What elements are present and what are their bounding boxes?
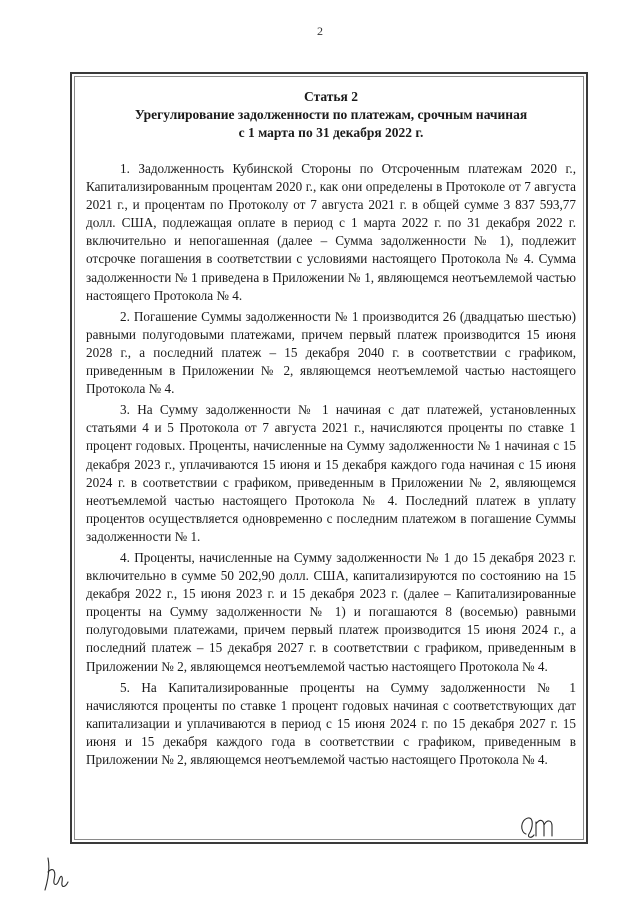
paragraph-1: 1. Задолженность Кубинской Стороны по Отсроченным платежам 2020 г., Капитализированным процентам 2020 г., как они определены в Протоколе от 7 августа 2021 г., и процентам по Протоколу от 7 августа 2021 г. в общей сумме 3 837 593,77 долл. США, подлежащая оплате в период с 1 марта 2022 г. по 31 декабря 2022 г. включительно и непогашенная (далее – Сумма задолженности № 1), подлежит отсрочке погашения в соответствии с условиями настоящего Протокола № 4. Сумма задолженности № 1 приведена в Приложении № 1, являющемся неотъемлемой частью настоящего Протокола № 4. <box>86 161 576 303</box>
initials-signature-left <box>40 852 76 896</box>
paragraph-2: 2. Погашение Суммы задолженности № 1 производится 26 (двадцатью шестью) равными полугодовыми платежами, причем первый платеж производится 15 июня 2028 г., а последний платеж – 15 декабря 2040 г. в соответствии с графиком, приведенным в Приложении № 2, являющемся неотъемлемой частью настоящего Протокола № 4. <box>86 308 576 397</box>
article-title <box>86 106 576 142</box>
article-title-line-1: Урегулирование задолженности по платежам, срочным начиная <box>134 107 528 122</box>
initials-signature-right <box>516 808 562 844</box>
page-number: 2 <box>317 24 323 38</box>
article-heading: Статья 2 <box>304 89 358 104</box>
article-body <box>86 88 576 772</box>
paragraph-4: 4. Проценты, начисленные на Сумму задолженности № 1 до 15 декабря 2023 г. включительно в сумме 50 202,90 долл. США, капитализируются по состоянию на 15 декабря 2022 г., 15 июня 2023 г. и 15 декабря 2023 г. (далее – Капитализированные проценты на Сумму задолженности № 1) и погашаются 8 (восемью) равными полугодовыми платежами, причем первый платеж производится 15 июня 2024 г., а последний платеж – 15 декабря 2027 г. в соответствии с графиком, приведенным в Приложении № 2, являющемся неотъемлемой частью настоящего Протокола № 4. <box>86 549 576 674</box>
paragraph-5: 5. На Капитализированные проценты на Сумму задолженности № 1 начисляются проценты по ставке 1 процент годовых начиная с соответствующих дат капитализации и уплачиваются в период с 15 июня 2024 г. по 15 декабря 2027 г. 15 июня и 15 декабря каждого года в соответствии с графиком, приведенным в Приложении № 2, являющемся неотъемлемой частью настоящего Протокола № 4. <box>86 679 576 767</box>
paragraph-3: 3. На Сумму задолженности № 1 начиная с дат платежей, установленных статьями 4 и 5 Протокола от 7 августа 2021 г., начисляются проценты по ставке 1 процент годовых. Проценты, начисленные на Сумму задолженности № 1 начиная с 15 декабря 2023 г., уплачиваются 15 июня и 15 декабря каждого года начиная с 15 июня 2024 г. в соответствии с графиком, приведенным в Приложении № 2, являющемся неотъемлемой частью настоящего Протокола № 4. Последний платеж в уплату процентов осуществляется одновременно с последним платежом в погашение Суммы задолженности № 1. <box>86 402 576 544</box>
article-title-line-2: с 1 марта по 31 декабря 2022 г. <box>238 125 424 140</box>
